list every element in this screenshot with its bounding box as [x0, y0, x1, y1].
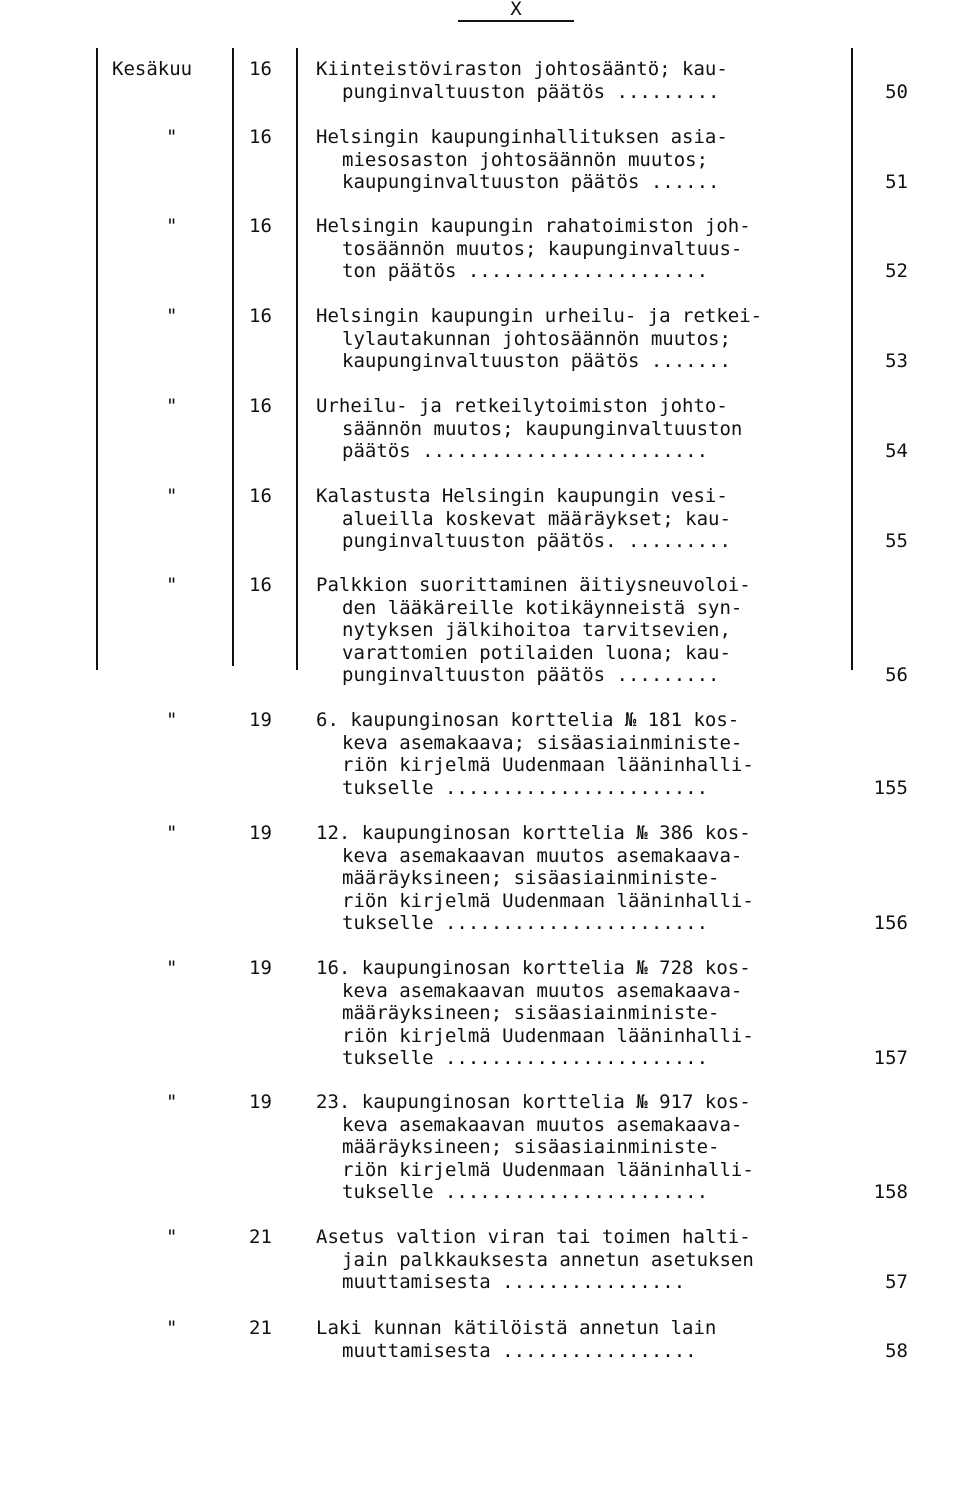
entry-title-line: alueilla koskevat määräykset; kau-: [342, 507, 731, 530]
entry-title-line: ton päätös .....................: [342, 260, 709, 282]
entry-title-line: säännön muutos; kaupunginvaltuuston: [342, 417, 743, 440]
entry-title-line: keva asemakaava; sisäasiainministe-: [342, 731, 743, 754]
entry-page-number: 156: [873, 912, 908, 934]
entry-month: Kesäkuu: [112, 58, 193, 80]
entry-title-line: tukselle .......................: [342, 912, 709, 934]
entry-title-line: Kalastusta Helsingin kaupungin vesi-: [316, 485, 728, 507]
entry-month: ": [166, 822, 178, 844]
entry-title-line: punginvaltuuston päätös. .........: [342, 530, 731, 552]
entry-month: ": [166, 215, 178, 237]
entry-title-line: keva asemakaavan muutos asemakaava-: [342, 1113, 743, 1136]
entry-month: ": [166, 126, 178, 148]
entry-day: 16: [249, 58, 272, 80]
entry-page-number: 57: [885, 1271, 908, 1293]
entry-title: [316, 58, 844, 103]
entry-page-number: 50: [885, 80, 908, 103]
entry-day: 16: [249, 305, 272, 327]
entry-title-line: tosäännön muutos; kaupunginvaltuus-: [342, 237, 743, 260]
divider-day-left: [232, 48, 234, 666]
entry-title-line: 16. kaupunginosan korttelia № 728 kos-: [316, 957, 751, 979]
entry-title-line: Helsingin kaupunginhallituksen asia-: [316, 126, 728, 148]
entry-title: [316, 1226, 844, 1294]
entry-page-number: 51: [885, 171, 908, 193]
entry-title-line: tukselle .......................: [342, 1047, 709, 1069]
entry-title-line: riön kirjelmä Uudenmaan lääninhalli-: [342, 1158, 754, 1181]
entry-title-line: lylautakunnan johtosäännön muutos;: [342, 327, 731, 350]
entry-title-line: jain palkkauksesta annetun asetuksen: [342, 1248, 754, 1271]
entry-title-line: keva asemakaavan muutos asemakaava-: [342, 844, 743, 867]
entry-title-line: Urheilu- ja retkeilytoimiston johto-: [316, 395, 728, 417]
entry-title-line: määräyksineen; sisäasiainministe-: [342, 867, 720, 889]
entry-title-line: tukselle .......................: [342, 776, 709, 799]
divider-day-right: [296, 48, 298, 670]
entry-title-line: Asetus valtion viran tai toimen halti-: [316, 1226, 751, 1248]
entry-page-number: 56: [885, 664, 908, 686]
entry-page-number: 155: [873, 776, 908, 799]
entry-day: 19: [249, 957, 272, 979]
entry-day: 21: [249, 1317, 272, 1339]
entry-title: [316, 574, 844, 687]
entry-title-line: den lääkäreille kotikäynneistä syn-: [342, 596, 743, 619]
entry-title-line: määräyksineen; sisäasiainministe-: [342, 1136, 720, 1158]
entry-day: 16: [249, 574, 272, 596]
entry-title-line: Helsingin kaupungin urheilu- ja retkei-: [316, 305, 763, 327]
entry-title-line: muuttamisesta .................: [342, 1339, 697, 1362]
entry-page-number: 55: [885, 530, 908, 552]
entry-title-line: päätös .........................: [342, 440, 709, 462]
entry-day: 16: [249, 485, 272, 507]
entry-day: 21: [249, 1226, 272, 1248]
entry-title-line: varattomien potilaiden luona; kau-: [342, 641, 731, 664]
entry-title-line: Kiinteistöviraston johtosääntö; kau-: [316, 58, 728, 80]
entry-title: [316, 957, 844, 1070]
entry-title-line: punginvaltuuston päätös .........: [342, 80, 720, 103]
entry-day: 19: [249, 822, 272, 844]
page-mark: X: [510, 0, 522, 20]
entry-title-line: Laki kunnan kätilöistä annetun lain: [316, 1317, 717, 1339]
entry-month: ": [166, 1226, 178, 1248]
entry-month: ": [166, 574, 178, 596]
entry-page-number: 54: [885, 440, 908, 462]
entry-title: [316, 485, 844, 553]
entry-title-line: Palkkion suorittaminen äitiysneuvoloi-: [316, 574, 751, 596]
entry-page-number: 58: [885, 1339, 908, 1362]
page-header: [458, 0, 574, 22]
entry-title-line: nytyksen jälkihoitoa tarvitsevien,: [342, 619, 731, 641]
entry-title: [316, 709, 844, 799]
entry-page-number: 158: [873, 1181, 908, 1203]
entry-title: [316, 1091, 844, 1204]
entry-title: [316, 395, 844, 463]
entry-title-line: 6. kaupunginosan korttelia № 181 kos-: [316, 709, 740, 731]
entry-title-line: kaupunginvaltuuston päätös .......: [342, 350, 731, 372]
entry-title-line: punginvaltuuston päätös .........: [342, 664, 720, 686]
entry-title: [316, 1317, 844, 1362]
entry-title-line: tukselle .......................: [342, 1181, 709, 1203]
entry-month: ": [166, 485, 178, 507]
entry-day: 19: [249, 709, 272, 731]
entry-title-line: Helsingin kaupungin rahatoimiston joh-: [316, 215, 751, 237]
entry-page-number: 52: [885, 260, 908, 282]
entry-title-line: riön kirjelmä Uudenmaan lääninhalli-: [342, 1024, 754, 1047]
entry-day: 19: [249, 1091, 272, 1113]
entry-page-number: 157: [873, 1047, 908, 1069]
entry-title-line: 23. kaupunginosan korttelia № 917 kos-: [316, 1091, 751, 1113]
header-rule: [458, 20, 574, 22]
divider-month: [96, 48, 98, 670]
entry-page-number: 53: [885, 350, 908, 372]
entry-day: 16: [249, 126, 272, 148]
entry-month: ": [166, 709, 178, 731]
entry-title-line: riön kirjelmä Uudenmaan lääninhalli-: [342, 889, 754, 912]
entry-title: [316, 126, 844, 194]
entry-month: ": [166, 1091, 178, 1113]
entry-month: ": [166, 395, 178, 417]
entry-month: ": [166, 1317, 178, 1339]
entry-title-line: kaupunginvaltuuston päätös ......: [342, 171, 720, 193]
entry-day: 16: [249, 395, 272, 417]
entry-day: 16: [249, 215, 272, 237]
entry-title: [316, 215, 844, 283]
entry-month: ": [166, 305, 178, 327]
entry-title-line: muuttamisesta ................: [342, 1271, 686, 1293]
entry-title-line: 12. kaupunginosan korttelia № 386 kos-: [316, 822, 751, 844]
entry-title-line: määräyksineen; sisäasiainministe-: [342, 1002, 720, 1024]
entry-title-line: keva asemakaavan muutos asemakaava-: [342, 979, 743, 1002]
entry-month: ": [166, 957, 178, 979]
entry-title: [316, 822, 844, 935]
entry-title-line: riön kirjelmä Uudenmaan lääninhalli-: [342, 754, 754, 776]
entry-title: [316, 305, 844, 373]
divider-page: [851, 48, 853, 670]
entry-title-line: miesosaston johtosäännön muutos;: [342, 148, 709, 171]
